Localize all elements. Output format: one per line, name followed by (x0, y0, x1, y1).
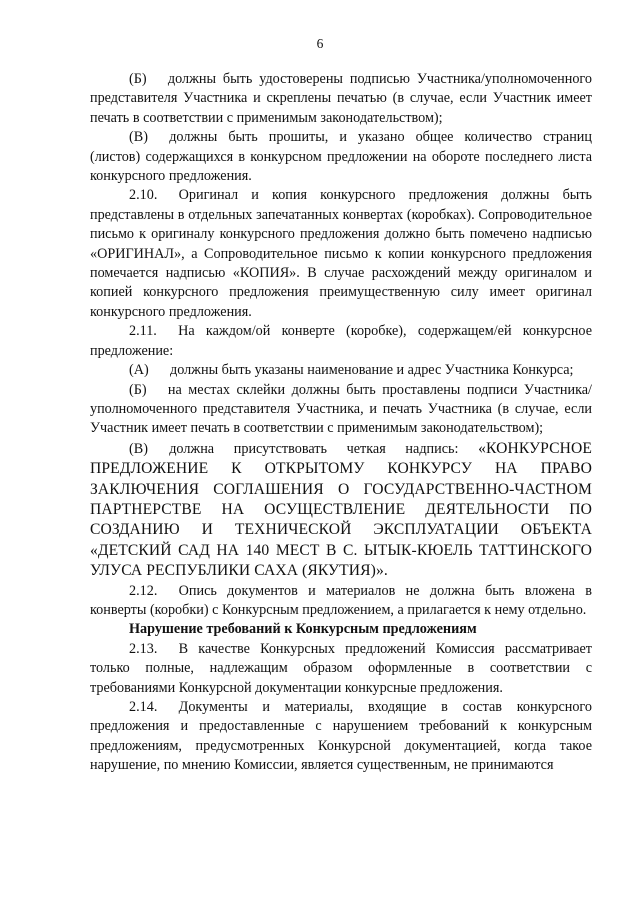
paragraph-2-13: 2.13. В качестве Конкурсных предложений Комиссия рассматривает только полные, надлежащим образом оформленные в соответствии с требованиями Конкурсной документации конкурсные предложения. (90, 640, 592, 696)
paragraph-2-11: 2.11. На каждом/ой конверте (коробке), содержащем/ей конкурсное предложение: (90, 323, 592, 359)
inscription-caps: «КОНКУРСНОЕ ПРЕДЛОЖЕНИЕ К ОТКРЫТОМУ КОНКУРСУ НА ПРАВО ЗАКЛЮЧЕНИЯ СОГЛАШЕНИЯ О ГОСУДАРСТВЕННО-ЧАСТНОМ ПАРТНЕРСТВЕ НА ОСУЩЕСТВЛЕНИЕ ДЕЯТЕЛЬНОСТИ ПО СОЗДАНИЮ И ТЕХНИЧЕСКОЙ ЭКСПЛУАТАЦИИ ОБЪЕКТА «ДЕТСКИЙ САД НА 140 МЕСТ В С. ЫТЫК-КЮЕЛЬ ТАТТИНСКОГО УЛУСА РЕСПУБЛИКИ САХА (ЯКУТИЯ)». (90, 439, 592, 580)
page-number: 6 (316, 36, 324, 51)
paragraph-v-binding: (В) должны быть прошиты, и указано общее количество страниц (листов) содержащихся в конкурсном предложении на обороте последнего листа конкурсного предложения. (90, 129, 592, 185)
paragraph-b-seal: (Б) на местах склейки должны быть проставлены подписи Участника/уполномоченного представителя Участника, и печать Участника (в случае, если Участник имеет печать в соответствии с применимым законодательством); (90, 381, 592, 437)
section-heading: Нарушение требований к Конкурсным предложениям (129, 621, 477, 638)
paragraph-a-name-address: (А) должны быть указаны наименование и адрес Участника Конкурса; (129, 362, 574, 379)
document-body (90, 70, 592, 776)
paragraph-2-14: 2.14. Документы и материалы, входящие в состав конкурсного предложения и предоставленные с нарушением требований к конкурсным предложениям, предусмотренных Конкурсной документацией, когда такое нарушение, по мнению Комиссии, является существенным, не принимаются (90, 699, 592, 774)
paragraph-v-inscription (90, 439, 592, 582)
paragraph-b-signature: (Б) должны быть удостоверены подписью Участника/уполномоченного представителя Участника и скреплены печатью (в случае, если Участник имеет печать в соответствии с применимым законодательством); (90, 71, 592, 126)
inscription-prefix: (В) должна присутствовать четкая надпись: (129, 440, 479, 457)
paragraph-2-12: 2.12. Опись документов и материалов не должна быть вложена в конверты (коробки) с Конкурсным предложением, а прилагается к нему отдельно. (90, 582, 592, 618)
paragraph-2-10: 2.10. Оригинал и копия конкурсного предложения должны быть представлены в отдельных запечатанных конвертах (коробках). Сопроводительное письмо к оригиналу конкурсного предложения должно быть помечено надписью «ОРИГИНАЛ», а Сопроводительное письмо к копии конкурсного предложения помечается надписью «КОПИЯ». В случае расхождений между оригиналом и копией конкурсного предложения преимущественную силу имеет оригинал конкурсного предложения. (90, 187, 592, 320)
